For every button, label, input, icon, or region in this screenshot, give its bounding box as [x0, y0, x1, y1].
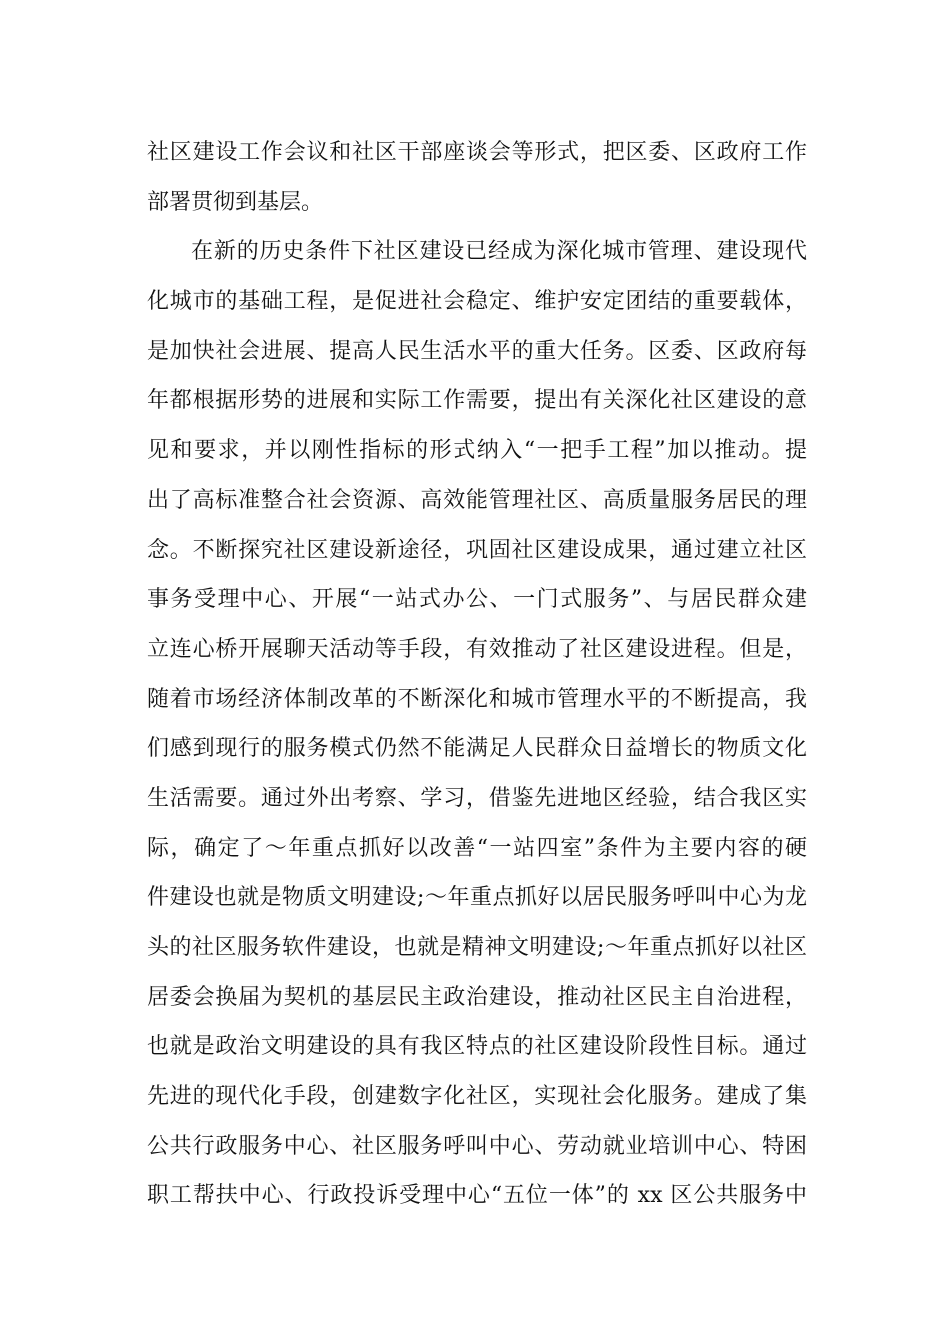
text-line: 出了高标准整合社会资源、高效能管理社区、高质量服务居民的理	[147, 487, 807, 513]
paragraph	[147, 128, 807, 227]
text-line: 件建设也就是物质文明建设;～年重点抓好以居民服务呼叫中心为龙	[147, 885, 807, 911]
text-line: 见和要求，并以刚性指标的形式纳入“一把手工程”加以推动。提	[147, 438, 807, 464]
text-line: 先进的现代化手段，创建数字化社区，实现社会化服务。建成了集	[147, 1084, 807, 1110]
text-line: 头的社区服务软件建设，也就是精神文明建设;～年重点抓好以社区	[147, 935, 807, 960]
document-body	[147, 128, 807, 1221]
text-line: 在新的历史条件下社区建设已经成为深化城市管理、建设现代	[191, 239, 807, 265]
text-line: 随着市场经济体制改革的不断深化和城市管理水平的不断提高，我	[147, 686, 807, 712]
text-line: 也就是政治文明建设的具有我区特点的社区建设阶段性目标。通过	[147, 1034, 807, 1060]
text-line: 立连心桥开展聊天活动等手段，有效推动了社区建设进程。但是，	[147, 636, 807, 662]
text-line: 生活需要。通过外出考察、学习，借鉴先进地区经验，结合我区实	[147, 785, 807, 811]
text-line: 职工帮扶中心、行政投诉受理中心“五位一体”的 xx 区公共服务中	[147, 1183, 807, 1209]
text-line: 公共行政服务中心、社区服务呼叫中心、劳动就业培训中心、特困	[147, 1133, 807, 1159]
text-line: 化城市的基础工程，是促进社会稳定、维护安定团结的重要载体，	[147, 289, 807, 315]
text-line: 事务受理中心、开展“一站式办公、一门式服务”、与居民群众建	[147, 587, 807, 613]
text-line: 年都根据形势的进展和实际工作需要，提出有关深化社区建设的意	[147, 388, 807, 414]
paragraph	[147, 227, 807, 1221]
text-line: 部署贯彻到基层。	[147, 189, 324, 215]
text-line: 社区建设工作会议和社区干部座谈会等形式，把区委、区政府工作	[147, 140, 807, 165]
text-line: 是加快社会进展、提高人民生活水平的重大任务。区委、区政府每	[147, 338, 807, 364]
text-line: 居委会换届为契机的基层民主政治建设，推动社区民主自治进程，	[147, 984, 807, 1010]
text-line: 际，确定了～年重点抓好以改善“一站四室”条件为主要内容的硬	[147, 835, 807, 861]
text-line: 们感到现行的服务模式仍然不能满足人民群众日益增长的物质文化	[147, 736, 807, 762]
text-line: 念。不断探究社区建设新途径，巩固社区建设成果，通过建立社区	[147, 537, 807, 563]
